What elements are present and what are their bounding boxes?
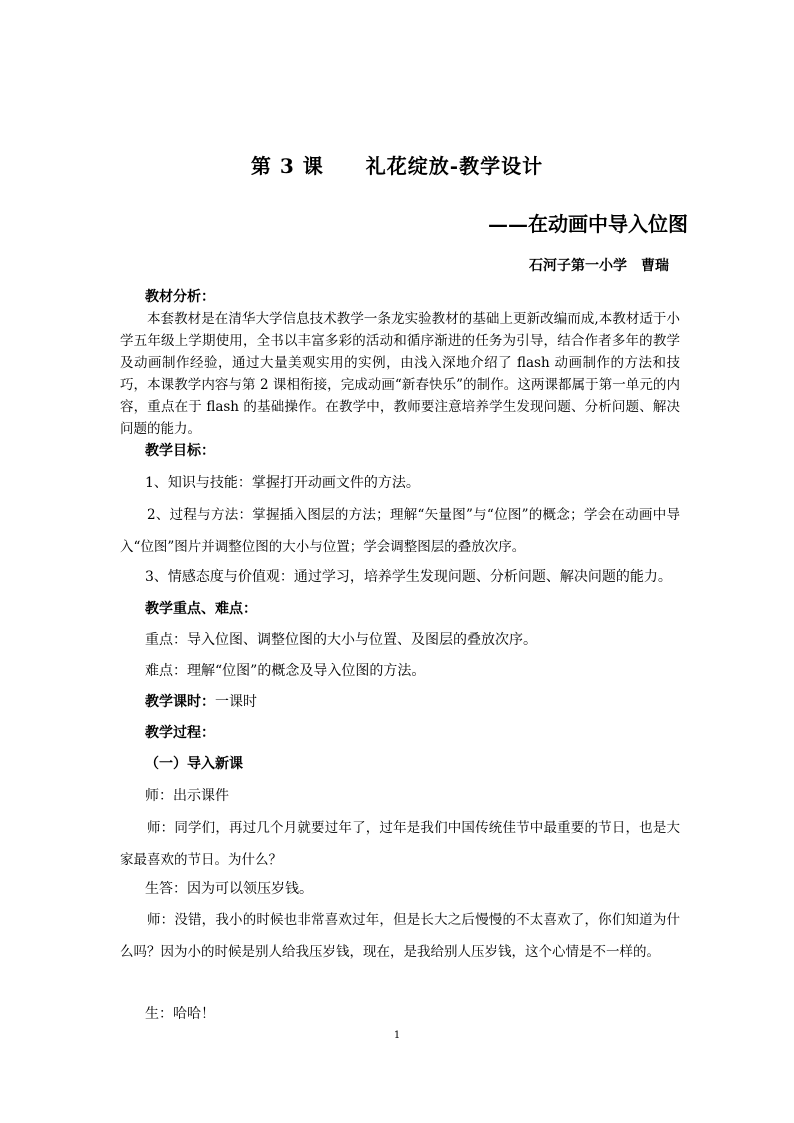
material-paragraph: 本套教材是在清华大学信息技术教学一条龙实验教材的基础上更新改编而成,本教材适于小学五年级上学期使用，全书以丰富多彩的活动和循序渐进的任务为引导，结合作者多年的教学及动画制作经验，通过大量美观实用的实例，由浅入深地介绍了 flash 动画制作的方法和技巧，本课教学内容与第 2 课相衔接，完成动画“新春快乐”的制作。这两课都属于第一单元的内容，重点在于 flash 的基础操作。在教学中，教师要注意培养学生发现问题、分析问题、解决问题的能力。 xyxy=(120,311,680,437)
document-title: 第 3 课 礼花绽放-教学设计 xyxy=(250,154,544,178)
objective-2: 2、过程与方法：掌握插入图层的方法；理解“矢量图”与“位图”的概念；学会在动画中导入“位图”图片并调整位图的大小与位置；学会调整图层的叠放次序。 xyxy=(120,507,680,555)
process-line-4: 师：没错，我小的时候也非常喜欢过年，但是长大之后慢慢的不太喜欢了，你们知道为什么吗？因为小的时候是别人给我压岁钱，现在，是我给别人压岁钱，这个心情是不一样的。 xyxy=(120,912,680,960)
material-heading: 教材分析： xyxy=(145,289,215,305)
hours-value: 一课时 xyxy=(215,694,257,710)
objectives-heading: 教学目标： xyxy=(145,443,215,459)
author-line: 石河子第一小学 曹瑞 xyxy=(529,258,669,274)
hours-line xyxy=(145,691,257,711)
process-heading: 教学过程： xyxy=(145,725,215,741)
process-line-3: 生答：因为可以领压岁钱。 xyxy=(145,881,313,897)
hours-heading: 教学课时： xyxy=(145,694,215,710)
keypoints-heading: 教学重点、难点： xyxy=(145,601,257,617)
page-number: 1 xyxy=(393,1030,401,1041)
process-line-2: 师：同学们，再过几个月就要过年了，过年是我们中国传统佳节中最重要的节日，也是大家最喜欢的节日。为什么？ xyxy=(120,820,680,868)
keypoint-key: 重点：导入位图、调整位图的大小与位置、及图层的叠放次序。 xyxy=(145,632,537,648)
process-part1: （一）导入新课 xyxy=(145,756,243,772)
keypoint-difficult: 难点：理解“位图”的概念及导入位图的方法。 xyxy=(145,663,426,679)
process-line-5: 生：哈哈！ xyxy=(145,1006,215,1022)
document-subtitle: ——在动画中导入位图 xyxy=(488,212,688,236)
objective-3: 3、情感态度与价值观：通过学习，培养学生发现问题、分析问题、解决问题的能力。 xyxy=(145,569,672,585)
objective-1: 1、知识与技能：掌握打开动画文件的方法。 xyxy=(145,475,420,491)
process-line-1: 师：出示课件 xyxy=(145,788,229,804)
